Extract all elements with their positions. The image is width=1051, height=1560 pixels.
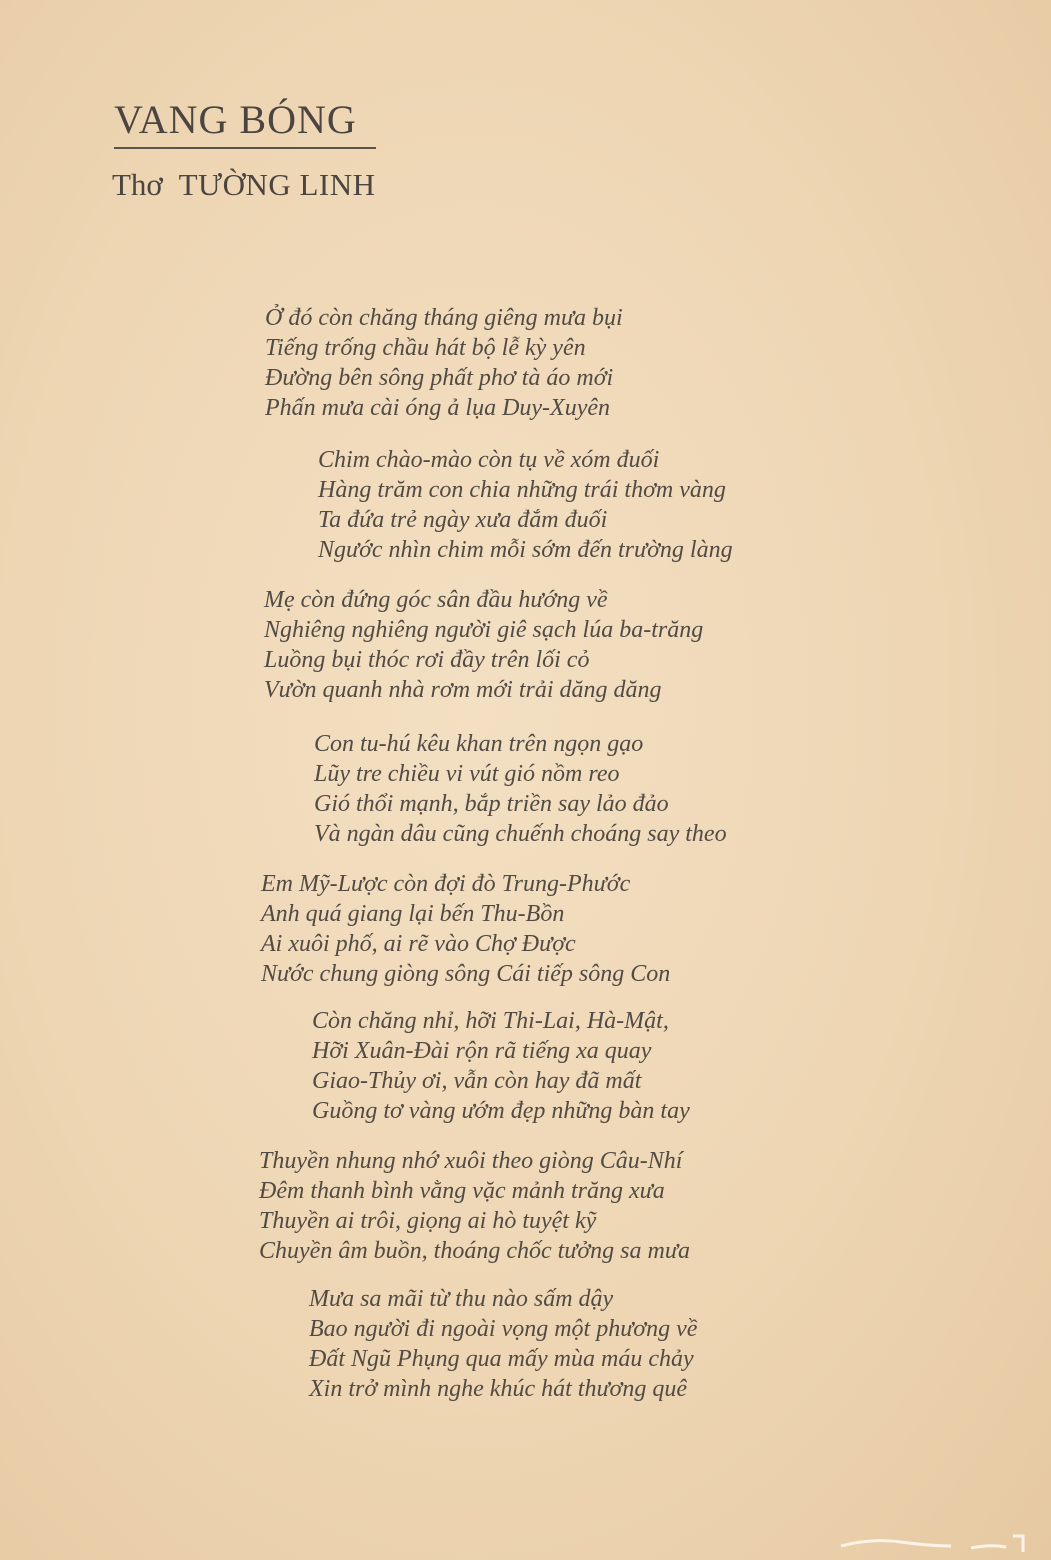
- stanza: [314, 729, 727, 849]
- verse-line: Nghiêng nghiêng người giê sạch lúa ba-trăng: [264, 617, 704, 643]
- verse-line: Anh quá giang lại bến Thu-Bồn: [261, 901, 565, 927]
- verse-line: Mẹ còn đứng góc sân đầu hướng về: [264, 587, 608, 613]
- verse-line: Luồng bụi thóc rơi đầy trên lối cỏ: [264, 647, 590, 673]
- verse-line: Mưa sa mãi từ thu nào sấm dậy: [309, 1286, 614, 1312]
- verse-line: Em Mỹ-Lược còn đợi đò Trung-Phước: [261, 871, 631, 897]
- verse-line: Vườn quanh nhà rơm mới trải dăng dăng: [264, 677, 662, 703]
- verse-line: Ta đứa trẻ ngày xưa đắm đuối: [318, 507, 608, 533]
- verse-line: Giao-Thủy ơi, vẫn còn hay đã mất: [312, 1068, 642, 1094]
- byline: [112, 167, 376, 203]
- verse-line: Và ngàn dâu cũng chuếnh choáng say theo: [314, 821, 727, 847]
- stanza: [309, 1284, 697, 1404]
- verse-line: Đường bên sông phất phơ tà áo mới: [265, 365, 614, 391]
- verse-line: Con tu-hú kêu khan trên ngọn gạo: [314, 731, 644, 757]
- verse-line: Lũy tre chiều vi vút gió nồm reo: [314, 761, 620, 787]
- verse-line: Chuyền âm buồn, thoáng chốc tưởng sa mưa: [259, 1238, 690, 1264]
- author-name: TƯỜNG LINH: [178, 167, 376, 202]
- verse-line: Đêm thanh bình vằng vặc mảnh trăng xưa: [259, 1178, 665, 1204]
- verse-line: Đất Ngũ Phụng qua mấy mùa máu chảy: [309, 1346, 694, 1372]
- stanza: [261, 869, 670, 989]
- verse-line: Xin trở mình nghe khúc hát thương quê: [309, 1376, 687, 1402]
- verse-line: Hỡi Xuân-Đài rộn rã tiếng xa quay: [312, 1038, 652, 1064]
- verse-line: Chim chào-mào còn tụ về xóm đuối: [318, 447, 660, 473]
- verse-line: Guồng tơ vàng ướm đẹp những bàn tay: [312, 1098, 690, 1124]
- verse-line: Thuyền nhung nhớ xuôi theo giòng Câu-Nhí: [259, 1148, 683, 1174]
- verse-line: Phấn mưa cài óng ả lụa Duy-Xuyên: [265, 395, 611, 421]
- stanza: [265, 303, 623, 423]
- verse-line: Còn chăng nhỉ, hỡi Thi-Lai, Hà-Mật,: [312, 1008, 669, 1034]
- title-underline: [114, 147, 376, 149]
- paper-tear-mark: [831, 1532, 1031, 1554]
- stanza: [312, 1006, 690, 1126]
- verse-line: Ở đó còn chăng tháng giêng mưa bụi: [265, 305, 623, 331]
- stanza: [259, 1146, 690, 1266]
- verse-line: Gió thổi mạnh, bắp triền say lảo đảo: [314, 791, 669, 817]
- verse-line: Thuyền ai trôi, giọng ai hò tuyệt kỹ: [259, 1208, 597, 1234]
- verse-line: Hàng trăm con chia những trái thơm vàng: [318, 477, 726, 503]
- verse-line: Ngước nhìn chim mỗi sớm đến trường làng: [318, 537, 733, 563]
- stanza: [264, 585, 703, 705]
- verse-line: Tiếng trống chầu hát bộ lễ kỳ yên: [265, 335, 586, 361]
- byline-label: Thơ: [112, 167, 163, 202]
- poem-title: VANG BÓNG: [114, 97, 357, 142]
- verse-line: Bao người đi ngoài vọng một phương về: [309, 1316, 698, 1342]
- stanza: [318, 445, 733, 565]
- verse-line: Ai xuôi phố, ai rẽ vào Chợ Được: [261, 931, 576, 957]
- verse-line: Nước chung giòng sông Cái tiếp sông Con: [261, 961, 671, 987]
